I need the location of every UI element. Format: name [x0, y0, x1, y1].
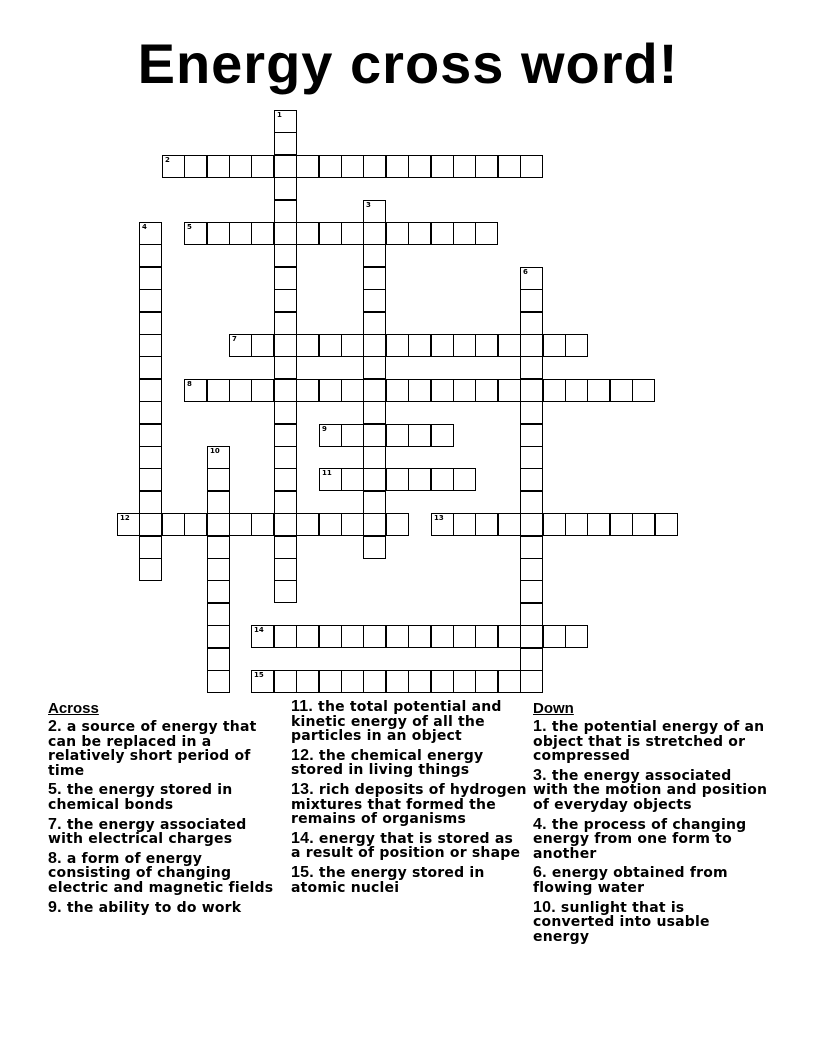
crossword-cell[interactable] [363, 670, 386, 693]
crossword-cell[interactable] [408, 625, 431, 648]
down-heading: Down [533, 700, 574, 717]
crossword-cell[interactable] [363, 289, 386, 312]
crossword-cell[interactable] [408, 155, 431, 178]
crossword-cell[interactable] [475, 222, 498, 245]
crossword-cell[interactable] [296, 222, 319, 245]
crossword-cell[interactable] [520, 468, 543, 491]
clue-item [533, 815, 769, 862]
clue-item [533, 766, 769, 813]
clue-item [48, 783, 284, 812]
crossword-cell[interactable] [341, 155, 364, 178]
clue-number: 12. [291, 746, 314, 764]
crossword-cell[interactable] [341, 625, 364, 648]
crossword-cell[interactable] [184, 155, 207, 178]
clue-text: the energy stored in atomic nuclei [291, 864, 485, 896]
crossword-cell[interactable] [520, 558, 543, 581]
clue-item [291, 863, 527, 896]
clue-column-3 [533, 700, 769, 949]
crossword-cell[interactable] [139, 401, 162, 424]
clue-item [533, 720, 769, 764]
crossword-cell[interactable] [520, 289, 543, 312]
crossword-cell[interactable] [139, 289, 162, 312]
crossword-cell[interactable] [229, 379, 252, 402]
crossword-cell[interactable] [431, 379, 454, 402]
clue-text: rich deposits of hydrogen mixtures that formed the remains of organisms [291, 781, 527, 828]
crossword-cell[interactable] [207, 670, 230, 693]
crossword-cell[interactable] [386, 222, 409, 245]
clue-number: 11. [291, 698, 313, 715]
crossword-cell[interactable] [363, 401, 386, 424]
crossword-cell[interactable] [408, 424, 431, 447]
cell-number: 3 [366, 201, 371, 209]
clue-text: the energy associated with the motion and position of everyday objects [533, 767, 768, 813]
crossword-cell[interactable] [296, 625, 319, 648]
crossword-cell[interactable] [520, 446, 543, 469]
crossword-cell[interactable] [319, 670, 342, 693]
cell-number: 13 [434, 514, 444, 522]
cell-number: 10 [210, 447, 220, 455]
clue-number: 8. [48, 849, 62, 867]
crossword-cell[interactable] [207, 379, 230, 402]
clue-number: 15. [291, 863, 314, 881]
crossword-cell[interactable] [117, 513, 140, 536]
crossword-cell[interactable] [251, 379, 274, 402]
crossword-cell[interactable] [207, 491, 230, 514]
clue-number: 2. [48, 718, 62, 735]
crossword-cell[interactable] [453, 513, 476, 536]
crossword-cell[interactable] [363, 356, 386, 379]
crossword-cell[interactable] [498, 334, 521, 357]
crossword-cell[interactable] [251, 670, 274, 693]
crossword-cell[interactable] [475, 379, 498, 402]
crossword-cell[interactable] [139, 222, 162, 245]
clue-number: 10. [533, 898, 556, 916]
crossword-cell[interactable] [251, 155, 274, 178]
crossword-cell[interactable] [498, 513, 521, 536]
crossword-cell[interactable] [251, 513, 274, 536]
crossword-cell[interactable] [610, 513, 633, 536]
across-heading: Across [48, 700, 99, 717]
crossword-cell[interactable] [296, 670, 319, 693]
crossword-cell[interactable] [319, 222, 342, 245]
crossword-cell[interactable] [207, 603, 230, 626]
crossword-cell[interactable] [520, 312, 543, 335]
crossword-cell[interactable] [475, 625, 498, 648]
crossword-cell[interactable] [207, 625, 230, 648]
crossword-cell[interactable] [139, 491, 162, 514]
crossword-cell[interactable] [386, 468, 409, 491]
crossword-cell[interactable] [386, 424, 409, 447]
crossword-cell[interactable] [386, 155, 409, 178]
crossword-cell[interactable] [207, 648, 230, 671]
clue-text: energy obtained from flowing water [533, 865, 728, 896]
crossword-cell[interactable] [363, 625, 386, 648]
crossword-cell[interactable] [207, 536, 230, 559]
crossword-cell[interactable] [655, 513, 678, 536]
clue-number: 3. [533, 766, 547, 784]
crossword-cell[interactable] [341, 424, 364, 447]
crossword-cell[interactable] [139, 446, 162, 469]
crossword-cell[interactable] [520, 580, 543, 603]
crossword-cell[interactable] [475, 155, 498, 178]
crossword-cell[interactable] [520, 625, 543, 648]
crossword-cell[interactable] [408, 468, 431, 491]
crossword-cell[interactable] [565, 334, 588, 357]
clue-number: 6. [533, 864, 547, 882]
clue-text: the energy associated with electrical charges [48, 816, 247, 848]
cell-number: 4 [142, 223, 147, 231]
crossword-cell[interactable] [207, 580, 230, 603]
crossword-cell[interactable] [207, 513, 230, 536]
clue-number: 5. [48, 781, 62, 799]
crossword-cell[interactable] [139, 356, 162, 379]
cell-number: 15 [254, 671, 264, 679]
crossword-cell[interactable] [274, 379, 297, 402]
crossword-cell[interactable] [408, 334, 431, 357]
crossword-cell[interactable] [543, 334, 566, 357]
crossword-cell[interactable] [520, 356, 543, 379]
crossword-cell[interactable] [363, 379, 386, 402]
clue-text: sunlight that is converted into usable energy [533, 899, 710, 945]
crossword-cell[interactable] [363, 491, 386, 514]
crossword-cell[interactable] [274, 536, 297, 559]
crossword-cell[interactable] [543, 625, 566, 648]
crossword-cell[interactable] [453, 670, 476, 693]
crossword-cell[interactable] [587, 379, 610, 402]
crossword-cell[interactable] [319, 625, 342, 648]
clue-item [533, 898, 769, 945]
crossword-cell[interactable] [274, 155, 297, 178]
crossword-cell[interactable] [139, 424, 162, 447]
clue-text: a source of energy that can be replaced in a relatively short period of time [48, 719, 257, 779]
crossword-cell[interactable] [587, 513, 610, 536]
crossword-cell[interactable] [498, 670, 521, 693]
clue-text: the energy stored in chemical bonds [48, 782, 233, 813]
crossword-cell[interactable] [453, 222, 476, 245]
crossword-cell[interactable] [610, 379, 633, 402]
crossword-cell[interactable] [274, 468, 297, 491]
crossword-cell[interactable] [296, 513, 319, 536]
crossword-cell[interactable] [520, 536, 543, 559]
crossword-cell[interactable] [184, 379, 207, 402]
crossword-cell[interactable] [431, 513, 454, 536]
crossword-cell[interactable] [363, 468, 386, 491]
clue-text: the potential energy of an object that is stretched or compressed [533, 719, 765, 765]
crossword-cell[interactable] [520, 648, 543, 671]
crossword-cell[interactable] [139, 244, 162, 267]
clue-number: 13. [291, 780, 314, 798]
crossword-cell[interactable] [475, 334, 498, 357]
clue-item [291, 780, 527, 828]
crossword-cell[interactable] [341, 222, 364, 245]
crossword-cell[interactable] [363, 334, 386, 357]
crossword-cell[interactable] [520, 424, 543, 447]
clue-number: 1. [533, 718, 547, 735]
crossword-cell[interactable] [274, 132, 297, 155]
cell-number: 7 [232, 335, 237, 343]
crossword-cell[interactable] [520, 401, 543, 424]
cell-number: 2 [165, 156, 170, 164]
clue-column-2 [291, 700, 527, 900]
crossword-cell[interactable] [363, 536, 386, 559]
cell-number: 14 [254, 626, 264, 634]
crossword-cell[interactable] [341, 513, 364, 536]
crossword-cell[interactable] [453, 334, 476, 357]
crossword-cell[interactable] [498, 155, 521, 178]
crossword-cell[interactable] [453, 625, 476, 648]
crossword-cell[interactable] [520, 513, 543, 536]
clue-number: 9. [48, 898, 62, 916]
crossword-cell[interactable] [431, 625, 454, 648]
crossword-cell[interactable] [274, 177, 297, 200]
clue-item [48, 720, 284, 778]
crossword-cell[interactable] [431, 334, 454, 357]
crossword-cell[interactable] [274, 312, 297, 335]
crossword-cell[interactable] [363, 155, 386, 178]
crossword-cell[interactable] [341, 379, 364, 402]
crossword-cell[interactable] [274, 401, 297, 424]
crossword-cell[interactable] [431, 468, 454, 491]
crossword-cell[interactable] [139, 536, 162, 559]
crossword-cell[interactable] [139, 334, 162, 357]
crossword-cell[interactable] [274, 446, 297, 469]
crossword-cell[interactable] [251, 222, 274, 245]
crossword-cell[interactable] [386, 513, 409, 536]
clue-item [291, 700, 527, 744]
clue-text: the process of changing energy from one form to another [533, 816, 747, 862]
crossword-cell[interactable] [274, 244, 297, 267]
crossword-cell[interactable] [139, 513, 162, 536]
crossword-cell[interactable] [207, 558, 230, 581]
crossword-cell[interactable] [341, 670, 364, 693]
clue-text: the total potential and kinetic energy of all the particles in an object [291, 699, 502, 745]
crossword-cell[interactable] [453, 468, 476, 491]
crossword-cell[interactable] [207, 155, 230, 178]
crossword-cell[interactable] [296, 379, 319, 402]
clue-number: 14. [291, 829, 314, 847]
crossword-cell[interactable] [408, 379, 431, 402]
crossword-cell[interactable] [543, 513, 566, 536]
crossword-cell[interactable] [431, 222, 454, 245]
crossword-cell[interactable] [274, 110, 297, 133]
crossword-cell[interactable] [363, 312, 386, 335]
crossword-cell[interactable] [229, 222, 252, 245]
clue-item [533, 866, 769, 895]
clue-text: the chemical energy stored in living things [291, 747, 484, 779]
cell-number: 1 [277, 111, 282, 119]
crossword-cell[interactable] [229, 334, 252, 357]
crossword-cell[interactable] [475, 513, 498, 536]
crossword-cell[interactable] [341, 334, 364, 357]
clue-item [48, 898, 284, 916]
crossword-cell[interactable] [520, 267, 543, 290]
crossword-cell[interactable] [139, 558, 162, 581]
crossword-cell[interactable] [319, 424, 342, 447]
crossword-cell[interactable] [274, 222, 297, 245]
clue-item [48, 815, 284, 848]
crossword-cell[interactable] [139, 312, 162, 335]
page-title: Energy cross word! [137, 32, 679, 95]
crossword-cell[interactable] [296, 334, 319, 357]
crossword-cell[interactable] [207, 222, 230, 245]
crossword-cell[interactable] [341, 468, 364, 491]
crossword-cell[interactable] [565, 625, 588, 648]
crossword-cell[interactable] [274, 580, 297, 603]
crossword-cell[interactable] [363, 244, 386, 267]
clue-item [291, 829, 527, 862]
crossword-cell[interactable] [520, 603, 543, 626]
crossword-cell[interactable] [319, 155, 342, 178]
crossword-cell[interactable] [408, 670, 431, 693]
crossword-cell[interactable] [229, 155, 252, 178]
crossword-cell[interactable] [520, 491, 543, 514]
crossword-cell[interactable] [453, 379, 476, 402]
crossword-cell[interactable] [565, 513, 588, 536]
crossword-cell[interactable] [274, 356, 297, 379]
cell-number: 11 [322, 469, 332, 477]
crossword-cell[interactable] [632, 513, 655, 536]
crossword-cell[interactable] [274, 200, 297, 223]
crossword-cell[interactable] [251, 625, 274, 648]
crossword-cell[interactable] [498, 379, 521, 402]
cell-number: 8 [187, 380, 192, 388]
crossword-cell[interactable] [386, 625, 409, 648]
crossword-cell[interactable] [274, 334, 297, 357]
crossword-cell[interactable] [274, 491, 297, 514]
crossword-cell[interactable] [565, 379, 588, 402]
crossword-cell[interactable] [274, 670, 297, 693]
crossword-cell[interactable] [498, 625, 521, 648]
crossword-cell[interactable] [520, 379, 543, 402]
crossword-cell[interactable] [386, 379, 409, 402]
clue-text: a form of energy consisting of changing electric and magnetic fields [48, 850, 274, 896]
crossword-cell[interactable] [319, 379, 342, 402]
crossword-cell[interactable] [408, 222, 431, 245]
clue-column-1 [48, 700, 284, 920]
crossword-cell[interactable] [363, 222, 386, 245]
crossword-cell[interactable] [319, 513, 342, 536]
crossword-cell[interactable] [363, 446, 386, 469]
crossword-cell[interactable] [363, 513, 386, 536]
crossword-cell[interactable] [274, 267, 297, 290]
clue-item [48, 849, 284, 896]
crossword-cell[interactable] [274, 513, 297, 536]
crossword-cell[interactable] [162, 513, 185, 536]
crossword-cell[interactable] [184, 513, 207, 536]
crossword-cell[interactable] [274, 289, 297, 312]
crossword-cell[interactable] [543, 379, 566, 402]
crossword-cell[interactable] [475, 670, 498, 693]
crossword-cell[interactable] [207, 446, 230, 469]
crossword-cell[interactable] [632, 379, 655, 402]
crossword-cell[interactable] [431, 155, 454, 178]
crossword-cell[interactable] [386, 334, 409, 357]
crossword-cell[interactable] [162, 155, 185, 178]
crossword-cell[interactable] [229, 513, 252, 536]
crossword-cell[interactable] [274, 424, 297, 447]
crossword-cell[interactable] [296, 155, 319, 178]
crossword-cell[interactable] [139, 379, 162, 402]
crossword-cell[interactable] [431, 424, 454, 447]
crossword-cell[interactable] [184, 222, 207, 245]
crossword-cell[interactable] [520, 155, 543, 178]
crossword-cell[interactable] [207, 468, 230, 491]
crossword-cell[interactable] [139, 468, 162, 491]
clue-item [291, 746, 527, 779]
crossword-cell[interactable] [520, 334, 543, 357]
clue-text: the ability to do work [66, 899, 242, 916]
crossword-cell[interactable] [431, 670, 454, 693]
cell-number: 9 [322, 425, 327, 433]
crossword-cell[interactable] [363, 424, 386, 447]
cell-number: 12 [120, 514, 130, 522]
crossword-cell[interactable] [139, 267, 162, 290]
crossword-cell[interactable] [274, 558, 297, 581]
clue-number: 4. [533, 815, 547, 833]
crossword-cell[interactable] [453, 155, 476, 178]
crossword-cell[interactable] [386, 670, 409, 693]
crossword-cell[interactable] [363, 267, 386, 290]
crossword-cell[interactable] [251, 334, 274, 357]
clue-number: 7. [48, 815, 62, 833]
cell-number: 5 [187, 223, 192, 231]
crossword-cell[interactable] [319, 334, 342, 357]
crossword-cell[interactable] [274, 625, 297, 648]
crossword-cell[interactable] [319, 468, 342, 491]
cell-number: 6 [523, 268, 528, 276]
crossword-cell[interactable] [520, 670, 543, 693]
clue-text: energy that is stored as a result of position or shape [291, 830, 521, 862]
crossword-cell[interactable] [363, 200, 386, 223]
